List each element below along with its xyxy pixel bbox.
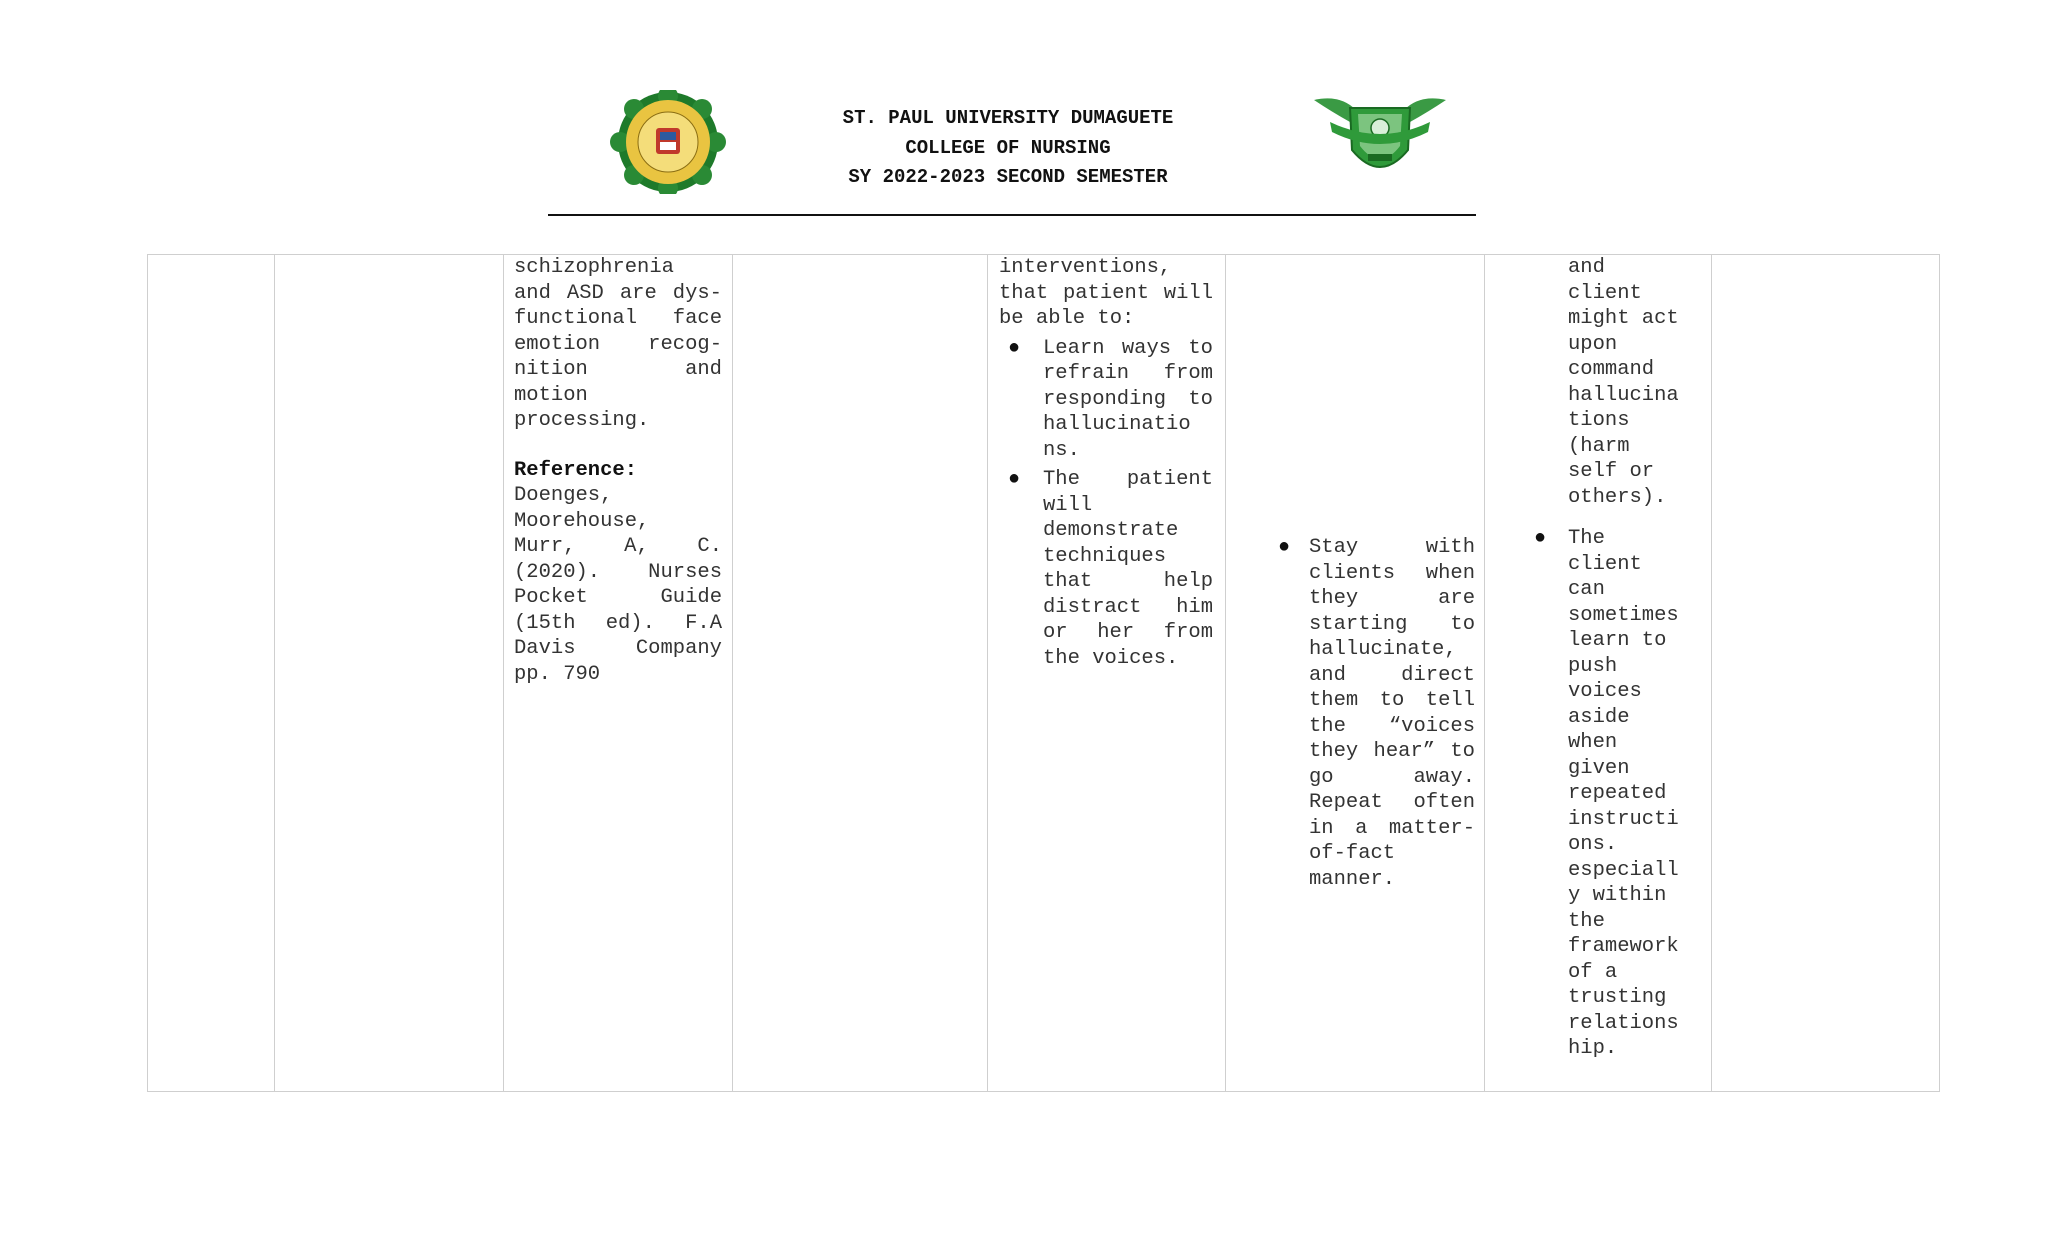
list-item: ● Learn ways to refrain from responding to hallucinatio ns. <box>1008 336 1213 462</box>
text-line: The <box>1568 527 1605 550</box>
text-line: especiall <box>1568 858 1679 882</box>
rationale-cell <box>514 255 722 687</box>
text-line: the <box>1568 909 1605 933</box>
text-line: might act <box>1568 307 1679 330</box>
text-line: can <box>1568 578 1605 601</box>
outcomes-list <box>999 336 1213 672</box>
text-line: tions <box>1568 409 1630 432</box>
text-line: command <box>1568 358 1655 381</box>
text-line: ons. <box>1568 833 1618 856</box>
interventions-cell <box>1269 535 1475 892</box>
rationale-bullet-text <box>1568 526 1708 1062</box>
college-name: COLLEGE OF NURSING <box>905 136 1111 159</box>
list-item: ● Stay with clients when they are starting to hallucinate, and direct them to tell the “voices they hear” to go away. Repeat often in a matter-of-fact manner. <box>1278 536 1475 891</box>
text-line: y within <box>1568 884 1667 907</box>
text-line: repeated <box>1568 782 1667 805</box>
text-line: trusting <box>1568 986 1667 1009</box>
column-divider <box>503 255 504 1091</box>
text-line: instructi <box>1568 807 1679 831</box>
text-line: learn to <box>1568 629 1667 652</box>
text-line: others). <box>1568 485 1667 509</box>
text-line: and <box>1568 256 1605 279</box>
document-header <box>548 88 1476 216</box>
outcomes-intro: interventions, that patient will be able to: <box>999 256 1213 330</box>
bullet-icon: ● <box>1534 527 1547 550</box>
text-line: when <box>1568 731 1618 754</box>
bullet-icon: ● <box>1008 336 1021 360</box>
text-line: hip. <box>1568 1037 1618 1060</box>
text-line: voices <box>1568 680 1642 703</box>
text-line: given <box>1568 756 1630 780</box>
school-year: SY 2022-2023 SECOND SEMESTER <box>848 166 1168 188</box>
bullet-icon: ● <box>1008 468 1021 491</box>
text-line: client <box>1568 552 1642 576</box>
nursing-logo-icon <box>1310 92 1450 182</box>
rationale-continued <box>1568 255 1708 510</box>
column-divider <box>1711 255 1712 1091</box>
text-line: hallucina <box>1568 383 1679 407</box>
text-line: push <box>1568 654 1618 678</box>
text-line: sometimes <box>1568 603 1679 627</box>
column-divider <box>732 255 733 1091</box>
header-title-block <box>748 104 1268 193</box>
text-line: self or <box>1568 460 1655 483</box>
text-line: of a <box>1568 960 1618 984</box>
reference-label: Reference: <box>514 458 638 482</box>
reference-text: Doenges, Moorehouse, Murr, A, C. (2020). Nurses Pocket Guide (15th ed). F.A Davis Company pp. 790 <box>514 484 722 686</box>
column-divider <box>274 255 275 1091</box>
text-line: client <box>1568 281 1642 305</box>
text-line: upon <box>1568 332 1618 356</box>
text-line: (harm <box>1568 434 1630 458</box>
care-plan-table <box>147 254 1940 1092</box>
text-line: framework <box>1568 935 1679 958</box>
interventions-list <box>1269 535 1475 892</box>
rationale-bullet <box>1534 526 1708 1062</box>
university-name: ST. PAUL UNIVERSITY DUMAGUETE <box>842 107 1174 129</box>
university-seal-icon <box>608 90 728 194</box>
bullet-icon: ● <box>1278 536 1291 559</box>
reference-block <box>514 458 722 688</box>
column-divider <box>1484 255 1485 1091</box>
text-line: relations <box>1568 1011 1679 1035</box>
list-item: ● The patient will demonstrate techniques that help distract him or her from the voices. <box>1008 468 1213 670</box>
text-line: aside <box>1568 705 1630 729</box>
column-divider <box>987 255 988 1091</box>
intervention-rationale-cell <box>1534 255 1708 1062</box>
header-divider <box>548 214 1476 216</box>
rationale-paragraph: schizophrenia and ASD are dys-functional face emotion recog-nition and motion processing. <box>514 256 722 432</box>
